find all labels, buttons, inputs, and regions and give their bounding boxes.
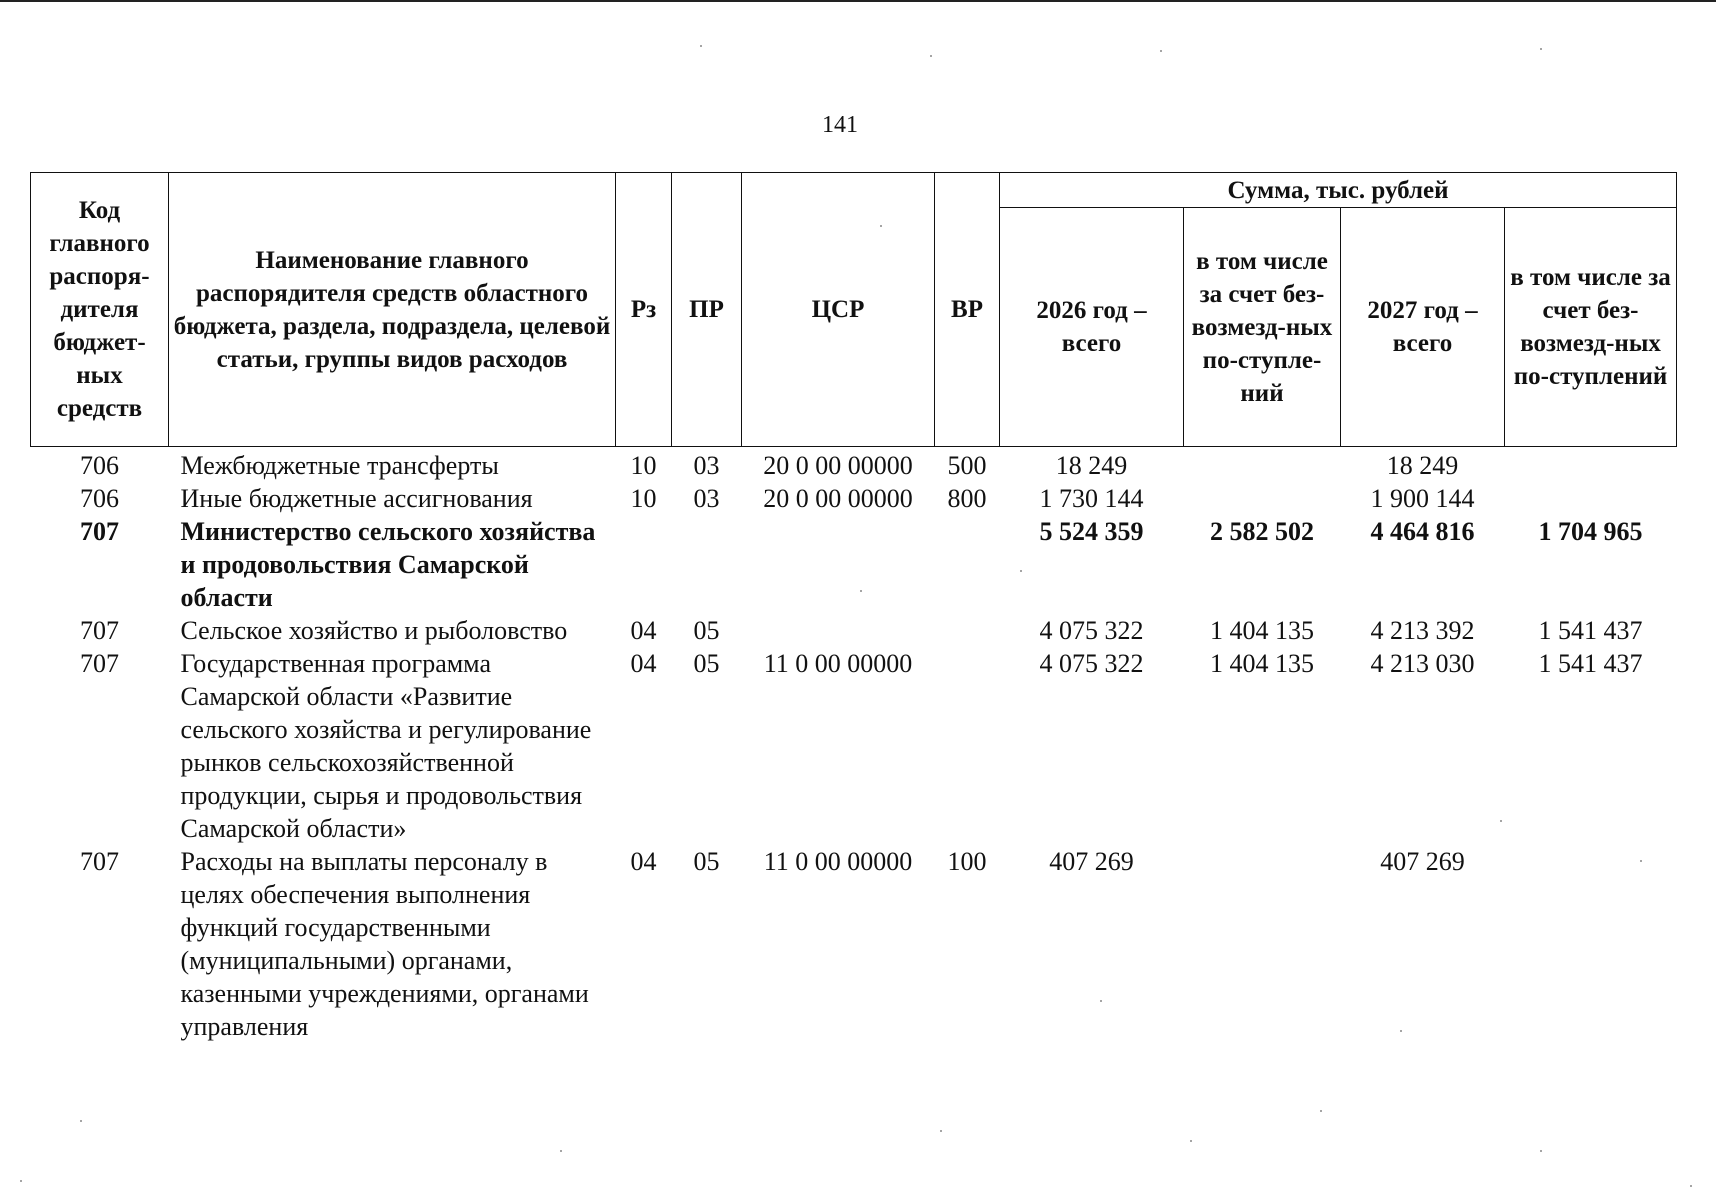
cell-vr	[935, 647, 1000, 845]
cell-rz	[616, 515, 672, 614]
scan-speck	[930, 55, 932, 57]
cell-2026-total: 407 269	[1049, 847, 1134, 876]
cell-2027-total: 4 213 030	[1370, 649, 1475, 678]
scan-speck	[1500, 820, 1502, 822]
scan-speck	[1320, 1110, 1322, 1112]
scan-speck	[1540, 1150, 1542, 1152]
cell-2027-total: 18 249	[1386, 451, 1459, 480]
cell-csr: 20 0 00 00000	[763, 484, 913, 513]
table-row	[31, 845, 1677, 1043]
cell-2026-grants	[1184, 482, 1341, 515]
cell-name: Государственная программа Самарской области «Развитие сельского хозяйства и регулирование рынков сельскохозяйственной продукции, сырья и продовольствия Самарской области»	[180, 649, 592, 843]
table-row	[31, 447, 1677, 483]
cell-rz: 10	[630, 484, 657, 513]
cell-pr	[672, 515, 742, 614]
cell-vr	[935, 515, 1000, 614]
header-sum: Сумма, тыс. рублей	[1000, 173, 1677, 208]
header-name: Наименование главного распорядителя средств областного бюджета, раздела, подраздела, целевой статьи, группы видов расходов	[169, 173, 616, 447]
table-row	[31, 482, 1677, 515]
cell-2027-grants	[1505, 845, 1677, 1043]
scan-speck	[1160, 50, 1162, 52]
cell-2026-grants: 1 404 135	[1210, 649, 1314, 678]
budget-table	[30, 172, 1677, 1043]
table-row	[31, 647, 1677, 845]
cell-2026-grants	[1184, 845, 1341, 1043]
cell-2027-grants: 1 704 965	[1538, 517, 1643, 546]
cell-vr: 500	[947, 451, 987, 480]
scan-speck	[1190, 1140, 1192, 1142]
cell-pr: 05	[693, 847, 720, 876]
cell-2027-grants: 1 541 437	[1538, 649, 1643, 678]
cell-name: Межбюджетные трансферты	[180, 451, 499, 480]
page-number: 141	[822, 112, 858, 138]
cell-pr: 05	[693, 616, 720, 645]
cell-csr: 20 0 00 00000	[763, 451, 913, 480]
scan-speck	[560, 1150, 562, 1152]
cell-code: 707	[80, 616, 119, 645]
cell-2026-grants: 1 404 135	[1210, 616, 1314, 645]
cell-csr: 11 0 00 00000	[763, 847, 913, 876]
scan-speck	[20, 1180, 22, 1182]
scan-speck	[1640, 860, 1642, 862]
cell-2027-grants	[1505, 482, 1677, 515]
cell-rz: 10	[630, 451, 657, 480]
cell-name: Министерство сельского хозяйства и продовольствия Самарской области	[180, 517, 596, 612]
header-row-top	[31, 173, 1677, 208]
header-pr: ПР	[672, 173, 742, 447]
cell-2026-total: 1 730 144	[1039, 484, 1144, 513]
cell-csr	[742, 515, 935, 614]
table-row	[31, 515, 1677, 614]
cell-csr: 11 0 00 00000	[763, 649, 913, 678]
cell-code: 707	[80, 847, 119, 876]
scan-speck	[880, 225, 882, 227]
scan-speck	[940, 1130, 942, 1132]
header-2026-grants: в том числе за счет без-возмезд-ных по-ступле-ний	[1184, 208, 1341, 447]
cell-code: 707	[80, 517, 119, 546]
scan-speck	[80, 1120, 82, 1122]
header-csr: ЦСР	[742, 173, 935, 447]
header-2026-total: 2026 год – всего	[1000, 208, 1184, 447]
cell-2026-total: 4 075 322	[1039, 649, 1144, 678]
cell-2027-total: 4 464 816	[1370, 517, 1475, 546]
scan-speck	[1540, 48, 1542, 50]
cell-2026-grants	[1184, 447, 1341, 483]
header-rz: Рз	[616, 173, 672, 447]
cell-pr: 03	[693, 484, 720, 513]
cell-rz: 04	[630, 649, 657, 678]
table-body	[31, 447, 1677, 1044]
cell-2026-total: 4 075 322	[1039, 616, 1144, 645]
cell-code: 706	[80, 484, 119, 513]
header-2027-grants: в том числе за счет без-возмезд-ных по-ступлений	[1505, 208, 1677, 447]
cell-2026-total: 5 524 359	[1039, 517, 1144, 546]
cell-rz: 04	[630, 847, 657, 876]
cell-code: 707	[80, 649, 119, 678]
cell-vr: 100	[947, 847, 987, 876]
cell-2026-total: 18 249	[1055, 451, 1128, 480]
cell-code: 706	[80, 451, 119, 480]
cell-2027-total: 407 269	[1380, 847, 1465, 876]
cell-2027-total: 1 900 144	[1370, 484, 1475, 513]
scan-speck	[1400, 1030, 1402, 1032]
cell-vr: 800	[947, 484, 987, 513]
scan-speck	[860, 590, 862, 592]
scan-speck	[700, 45, 702, 47]
cell-2027-total: 4 213 392	[1370, 616, 1475, 645]
cell-2027-grants: 1 541 437	[1538, 616, 1643, 645]
cell-name: Иные бюджетные ассигнования	[180, 484, 533, 513]
cell-pr: 05	[693, 649, 720, 678]
scan-speck	[1100, 1000, 1102, 1002]
scan-speck	[1690, 1185, 1692, 1187]
cell-csr	[742, 614, 935, 647]
cell-2027-grants	[1505, 447, 1677, 483]
header-vr: ВР	[935, 173, 1000, 447]
cell-name: Сельское хозяйство и рыболовство	[180, 616, 568, 645]
scan-speck	[1020, 570, 1022, 572]
cell-vr	[935, 614, 1000, 647]
table-row	[31, 614, 1677, 647]
cell-2026-grants: 2 582 502	[1210, 517, 1314, 546]
header-code: Код главного распоря-дителя бюджет-ных средств	[31, 173, 169, 447]
cell-name: Расходы на выплаты персоналу в целях обеспечения выполнения функций государственными (муниципальными) органами, казенными учреждениями, органами управления	[180, 847, 589, 1041]
header-2027-total: 2027 год – всего	[1341, 208, 1505, 447]
table-header	[31, 173, 1677, 447]
cell-pr: 03	[693, 451, 720, 480]
top-border-line	[0, 0, 1716, 2]
cell-rz: 04	[630, 616, 657, 645]
